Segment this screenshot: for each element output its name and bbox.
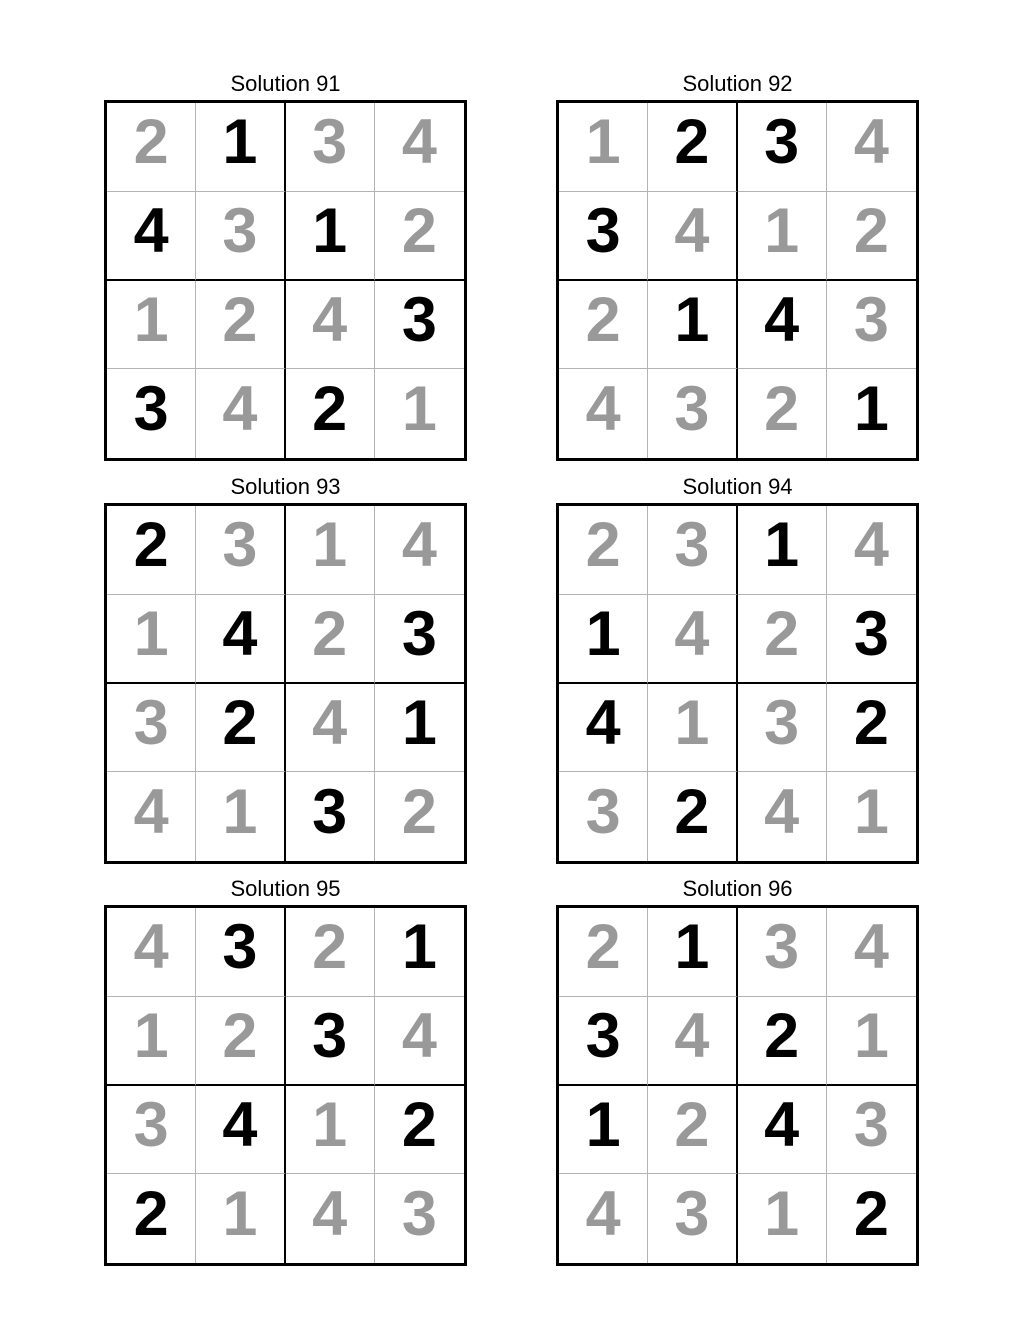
sudoku-grid [556, 100, 919, 461]
sudoku-cell: 2 [738, 595, 827, 684]
sudoku-cell: 3 [827, 595, 916, 684]
sudoku-cell: 2 [559, 506, 648, 595]
sudoku-cell: 1 [286, 192, 375, 281]
sudoku-cell: 2 [827, 684, 916, 773]
sudoku-cell: 3 [827, 281, 916, 370]
sudoku-cell: 2 [375, 192, 464, 281]
puzzle-title: Solution 93 [230, 474, 341, 499]
sudoku-cell: 4 [738, 281, 827, 370]
sudoku-cell: 4 [196, 1086, 285, 1175]
sudoku-grid [104, 503, 467, 864]
sudoku-cell: 1 [648, 908, 737, 997]
sudoku-cell: 2 [648, 1086, 737, 1175]
sudoku-cell: 2 [375, 1086, 464, 1175]
sudoku-cell: 1 [196, 103, 285, 192]
sudoku-cell: 4 [107, 908, 196, 997]
sudoku-grid [556, 503, 919, 864]
sudoku-cell: 4 [107, 192, 196, 281]
sudoku-cell: 4 [827, 103, 916, 192]
sudoku-cell: 3 [827, 1086, 916, 1175]
sudoku-cell: 3 [107, 684, 196, 773]
sudoku-cell: 2 [827, 192, 916, 281]
sudoku-cell: 3 [196, 908, 285, 997]
puzzle-title: Solution 92 [682, 71, 793, 96]
sudoku-cell: 3 [738, 684, 827, 773]
sudoku-cell: 3 [401, 1179, 437, 1250]
sudoku-cell: 2 [286, 369, 375, 458]
sudoku-cell: 1 [286, 1086, 375, 1175]
sudoku-cell: 1 [559, 1086, 648, 1175]
sudoku-cell: 1 [853, 777, 889, 848]
sudoku-cell: 2 [107, 506, 196, 595]
sudoku-cell: 1 [738, 1174, 827, 1263]
sudoku-cell: 3 [107, 1086, 196, 1175]
sudoku-cell: 1 [196, 1174, 285, 1263]
puzzle-title: Solution 94 [682, 474, 793, 499]
sudoku-cell: 4 [738, 772, 827, 861]
sudoku-cell: 4 [286, 684, 375, 773]
sudoku-cell: 2 [107, 1174, 196, 1263]
puzzle-title: Solution 96 [682, 876, 793, 901]
sudoku-cell: 4 [196, 369, 285, 458]
sudoku-cell: 3 [738, 908, 827, 997]
sudoku-cell: 2 [648, 772, 737, 861]
sudoku-grid [104, 100, 467, 461]
sudoku-cell: 1 [286, 506, 375, 595]
sudoku-cell: 3 [107, 369, 196, 458]
sudoku-cell: 4 [827, 908, 916, 997]
sudoku-cell: 1 [375, 684, 464, 773]
sudoku-cell: 2 [286, 595, 375, 684]
puzzle-solution [556, 877, 919, 1266]
sudoku-cell: 3 [738, 103, 827, 192]
puzzle-title: Solution 95 [230, 876, 341, 901]
sudoku-cell: 2 [107, 103, 196, 192]
sudoku-cell: 1 [648, 281, 737, 370]
sudoku-cell: 4 [559, 1174, 648, 1263]
puzzle-solution [104, 475, 467, 864]
sudoku-cell: 2 [196, 997, 285, 1086]
sudoku-cell: 3 [648, 506, 737, 595]
sudoku-cell: 3 [559, 997, 648, 1086]
sudoku-cell: 1 [375, 908, 464, 997]
sudoku-cell: 1 [559, 595, 648, 684]
sudoku-cell: 4 [648, 595, 737, 684]
puzzle-solution [104, 72, 467, 461]
sudoku-cell: 2 [853, 1179, 889, 1250]
sudoku-cell: 1 [196, 772, 285, 861]
puzzle-solution [556, 475, 919, 864]
puzzle-solution [104, 877, 467, 1266]
sudoku-cell: 2 [196, 684, 285, 773]
sudoku-cell: 1 [107, 997, 196, 1086]
puzzle-solution [556, 72, 919, 461]
sudoku-cell: 4 [648, 192, 737, 281]
sudoku-cell: 4 [375, 103, 464, 192]
sudoku-cell: 1 [648, 684, 737, 773]
sudoku-cell: 4 [738, 1086, 827, 1175]
sudoku-cell: 3 [559, 772, 648, 861]
sudoku-cell: 3 [286, 103, 375, 192]
sudoku-cell: 1 [107, 281, 196, 370]
sudoku-cell: 4 [827, 506, 916, 595]
sudoku-cell: 2 [401, 777, 437, 848]
sudoku-cell: 1 [738, 192, 827, 281]
sudoku-cell: 2 [648, 103, 737, 192]
sudoku-cell: 1 [738, 506, 827, 595]
sudoku-cell: 3 [196, 506, 285, 595]
sudoku-cell: 3 [196, 192, 285, 281]
sudoku-cell: 3 [375, 281, 464, 370]
sudoku-cell: 4 [559, 684, 648, 773]
sudoku-cell: 3 [559, 192, 648, 281]
sudoku-cell: 1 [107, 595, 196, 684]
sudoku-grid [104, 905, 467, 1266]
sudoku-cell: 3 [648, 1174, 737, 1263]
sudoku-cell: 3 [648, 369, 737, 458]
puzzle-title: Solution 91 [230, 71, 341, 96]
sudoku-cell: 1 [853, 374, 889, 445]
sudoku-cell: 1 [401, 374, 437, 445]
sudoku-cell: 2 [559, 908, 648, 997]
sudoku-cell: 3 [286, 997, 375, 1086]
sudoku-cell: 3 [286, 772, 375, 861]
sudoku-cell: 4 [286, 281, 375, 370]
sudoku-grid [556, 905, 919, 1266]
sudoku-cell: 1 [827, 997, 916, 1086]
sudoku-cell: 4 [559, 369, 648, 458]
sudoku-cell: 2 [559, 281, 648, 370]
sudoku-cell: 4 [375, 506, 464, 595]
sudoku-cell: 4 [196, 595, 285, 684]
sudoku-cell: 2 [738, 369, 827, 458]
sudoku-cell: 4 [375, 997, 464, 1086]
sudoku-cell: 2 [286, 908, 375, 997]
sudoku-cell: 2 [738, 997, 827, 1086]
sudoku-cell: 4 [286, 1174, 375, 1263]
sudoku-cell: 2 [196, 281, 285, 370]
sudoku-cell: 1 [559, 103, 648, 192]
sudoku-cell: 4 [107, 772, 196, 861]
sudoku-cell: 3 [375, 595, 464, 684]
sudoku-cell: 4 [648, 997, 737, 1086]
